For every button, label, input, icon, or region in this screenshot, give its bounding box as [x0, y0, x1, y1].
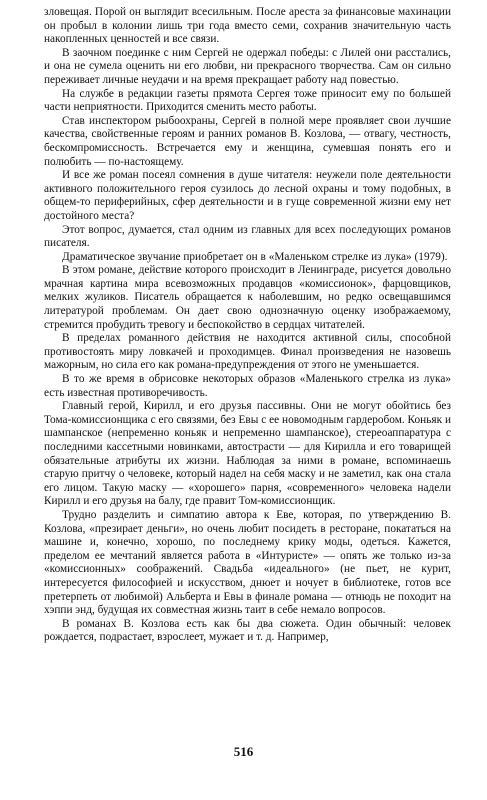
paragraph: На службе в редакции газеты прямота Сергея тоже приносит ему по большей части неприятности. Приходится сменить место работы.: [44, 87, 451, 114]
paragraph: Драматическое звучание приобретает он в «Маленьком стрелке из лука» (1979).: [62, 250, 448, 263]
paragraph: В заочном поединке с ним Сергей не одержал победы: с Лилей они расстались, и она не сумела оценить ни его любви, ни прекрасного творчества. Сам он сильно переживает личные неудачи и на время прекращает работу над повестью.: [44, 46, 451, 86]
paragraph: И все же роман посеял сомнения в душе читателя: неужели поле деятельности активного положительного героя сузилось до лесной охраны и тому подобных, в общем-то периферийных, сфер деятельности и в гуще современной жизни ему нет достойного места?: [44, 169, 451, 222]
paragraph: В пределах романного действия не находится активной силы, способной противостоять миру ловкачей и проходимцев. Финал произведения не назовешь мажорным, но сила его как романа-предупреждения от этого не уменьшается.: [44, 332, 451, 372]
paragraph: Став инспектором рыбоохраны, Сергей в полной мере проявляет свои лучшие качества, свойственные героям и ранних романов В. Козлова, — отвагу, честность, бескомпромиссность. Встречается ему и женщина, сумевшая понять его и полюбить — по-настоящему.: [44, 114, 451, 168]
paragraph: Трудно разделить и симпатию автора к Еве, которая, по утверждению В. Козлова, «презирает деньги», но очень любит посидеть в ресторане, покататься на машине и, конечно, хорошо, по последнему крику моды, одеться. Кажется, пределом ее мечтаний является работа в «Интуристе» — опять же только из-за «комиссионных» соображений. Свадьба «идеального» (не пьет, не курит, интересуется философией и искусством, днюет и ночует в библиотеке, готов все претерпеть от любимой) Альберта и Евы в финале романа — отнюдь не походит на хэппи энд, будущая их совместная жизнь таит в себе немало вопросов.: [44, 508, 451, 617]
paragraph: В этом романе, действие которого происходит в Ленинграде, рисуется довольно мрачная картина мира всевозможных продавцов «комиссионок», фарцовщиков, мелких жуликов. Писатель обращается к наболевшим, но редко освещавшимся литературой проблемам. Он дает свою однозначную оценку изображаемому, стремится пробудить тревогу и беспокойство в сердцах читателей.: [44, 264, 451, 331]
page-number: 516: [233, 744, 254, 759]
paragraph: Этот вопрос, думается, стал одним из главных для всех последующих романов писателя.: [44, 223, 451, 250]
body-text: [44, 6, 451, 645]
paragraph: Главный герой, Кирилл, и его друзья пассивны. Они не могут обойтись без Тома-комиссионщика с его связями, без Евы с ее новомодным гардеробом. Коньяк и шампанское (непременно коньяк и непременно шампанское), стереоаппаратура с последними кассетными новинками, автострасти — для Кирилла и его товарищей обязательные атрибуты их жизни. Наблюдая за ними в романе, вспоминаешь старую притчу о человеке, который надел на себя маску и не заметил, как она стала его лицом. Такую маску — «хорошего» парня, «современного» человека надели Кирилл и его друзья на балу, где правит Том-комиссионщик.: [44, 400, 451, 508]
paragraph: В романах В. Козлова есть как бы два сюжета. Один обычный: человек рождается, подрастает, взрослеет, мужает и т. д. Например,: [44, 617, 451, 644]
paragraph: зловещая. Порой он выглядит всесильным. После ареста за финансовые махинации он пробыл в колонии лишь три года вместо семи, сохранив значительную часть накопленных ценностей и все связи.: [44, 6, 451, 46]
paragraph: В то же время в обрисовке некоторых образов «Маленького стрелка из лука» есть известная противоречивость.: [44, 373, 451, 399]
